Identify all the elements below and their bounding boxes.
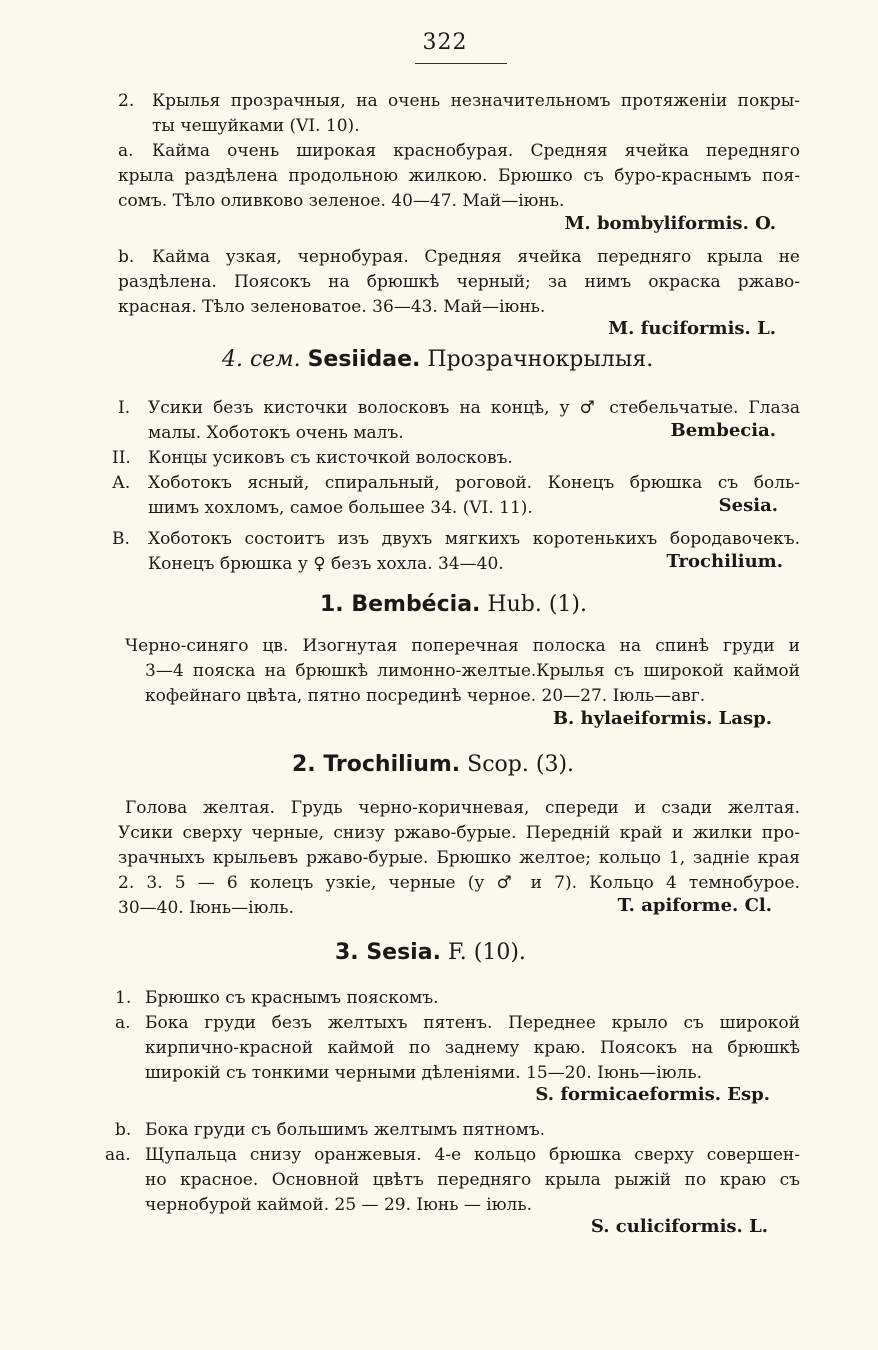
description-line: кофейнаго цвѣта, пятно посрединѣ черное. 20—27. Іюль—авг. xyxy=(145,686,706,706)
key-text-line: Кайма очень широкая краснобурая. Средняя ячейка передняго xyxy=(152,141,800,161)
family-latin-name: Sesiidae. xyxy=(307,347,421,372)
key-text-line: Кайма узкая, чернобурая. Средняя ячейка передняго крыла не xyxy=(152,247,800,267)
species-name: S. formicaeformis. Esp. xyxy=(535,1084,770,1105)
key-text-line: Крылья прозрачныя, на очень незначительномъ протяженіи покры- xyxy=(152,91,800,111)
genus-heading-author: Hub. (1). xyxy=(487,592,587,617)
key-label: b. xyxy=(118,247,135,267)
family-number: 4. сем. xyxy=(222,347,301,372)
key-text-line: кирпично-красной каймой по заднему краю. Поясокъ на брюшкѣ xyxy=(145,1038,800,1058)
family-russian-name: Прозрачнокрылыя. xyxy=(427,347,654,372)
genus-heading xyxy=(335,940,526,965)
description-line: 3—4 пояска на брюшкѣ лимонно-желтые.Крылья съ широкой каймой xyxy=(145,661,800,681)
key-label: 2. xyxy=(118,91,135,111)
key-text-line: Конецъ брюшка у ♀ безъ хохла. 34—40. xyxy=(148,554,504,574)
key-text-line: красная. Тѣло зеленоватое. 36—43. Май—іюнь. xyxy=(118,297,546,317)
description-line: Голова желтая. Грудь черно-коричневая, спереди и сзади желтая. xyxy=(125,798,800,818)
page-number: 322 xyxy=(422,30,468,55)
key-label: аа. xyxy=(105,1145,131,1165)
page-number-rule xyxy=(415,63,507,64)
key-text-line: Бока груди безъ желтыхъ пятенъ. Переднее крыло съ широкой xyxy=(145,1013,800,1033)
genus-name: Trochilium. xyxy=(666,551,783,572)
genus-heading xyxy=(292,752,574,777)
key-label: b. xyxy=(115,1120,132,1140)
genus-heading xyxy=(320,592,587,617)
key-text-line: крыла раздѣлена продольною жилкою. Брюшко съ буро-краснымъ поя- xyxy=(118,166,800,186)
description-line: 2. 3. 5 — 6 колецъ узкіе, черные (у ♂ и 7). Кольцо 4 темнобурое. xyxy=(118,873,800,893)
key-text-line: раздѣлена. Поясокъ на брюшкѣ черный; за нимъ окраска ржаво- xyxy=(118,272,800,292)
key-text-line: широкій съ тонкими черными дѣленіями. 15—20. Іюнь—іюль. xyxy=(145,1063,702,1083)
key-label: I. xyxy=(118,398,131,418)
key-text-line: Щупальца снизу оранжевыя. 4-е кольцо брюшка сверху совершен- xyxy=(145,1145,800,1165)
key-label: а. xyxy=(115,1013,131,1033)
species-name: M. bombyliformis. O. xyxy=(564,213,776,234)
genus-heading-author: F. (10). xyxy=(447,940,526,965)
key-label: В. xyxy=(112,529,130,549)
key-text-line: Брюшко съ краснымъ пояскомъ. xyxy=(145,988,439,1008)
key-text-line: Хоботокъ ясный, спиральный, роговой. Конецъ брюшка съ боль- xyxy=(148,473,800,493)
description-line: Усики сверху черные, снизу ржаво-бурые. Передній край и жилки про- xyxy=(118,823,800,843)
genus-heading-author: Scop. (3). xyxy=(467,752,575,777)
genus-heading-name: 3. Sesia. xyxy=(335,940,441,965)
genus-name: Bembecia. xyxy=(670,420,776,441)
key-text-line: Концы усиковъ съ кисточкой волосковъ. xyxy=(148,448,513,468)
species-name: S. culiciformis. L. xyxy=(590,1216,768,1237)
family-heading xyxy=(222,347,653,372)
key-text-line: малы. Хоботокъ очень малъ. xyxy=(148,423,404,443)
key-text-line: шимъ хохломъ, самое большее 34. (VI. 11). xyxy=(148,498,533,518)
key-label: II. xyxy=(112,448,131,468)
description-line: 30—40. Іюнь—іюль. xyxy=(118,898,294,918)
key-text-line: Усики безъ кисточки волосковъ на концѣ, у ♂ стебельчатые. Глаза xyxy=(148,398,800,418)
key-label: а. xyxy=(118,141,134,161)
key-text-line: Хоботокъ состоитъ изъ двухъ мягкихъ коротенькихъ бородавочекъ. xyxy=(148,529,800,549)
genus-heading-name: 2. Trochilium. xyxy=(292,752,461,777)
species-name: M. fuciformis. L. xyxy=(608,318,776,339)
key-label: А. xyxy=(112,473,131,493)
key-text-line: сомъ. Тѣло оливково зеленое. 40—47. Май—іюнь. xyxy=(118,191,565,211)
description-line: зрачныхъ крыльевъ ржаво-бурые. Брюшко желтое; кольцо 1, задніе края xyxy=(118,848,800,868)
key-label: 1. xyxy=(115,988,132,1008)
key-text-line: но красное. Основной цвѣтъ передняго крыла рыжій по краю съ xyxy=(145,1170,800,1190)
species-name: B. hylaeiformis. Lasp. xyxy=(552,708,772,729)
key-text-line: чернобурой каймой. 25 — 29. Іюнь — іюль. xyxy=(145,1195,533,1215)
description-line: Черно-синяго цв. Изогнутая поперечная полоска на спинѣ груди и xyxy=(125,636,800,656)
genus-name: Sesia. xyxy=(718,495,778,516)
species-name: T. apiforme. Cl. xyxy=(617,895,772,916)
key-text-line: ты чешуйками (VI. 10). xyxy=(152,116,360,136)
key-text-line: Бока груди съ большимъ желтымъ пятномъ. xyxy=(145,1120,546,1140)
genus-heading-name: 1. Bembécia. xyxy=(320,592,481,617)
